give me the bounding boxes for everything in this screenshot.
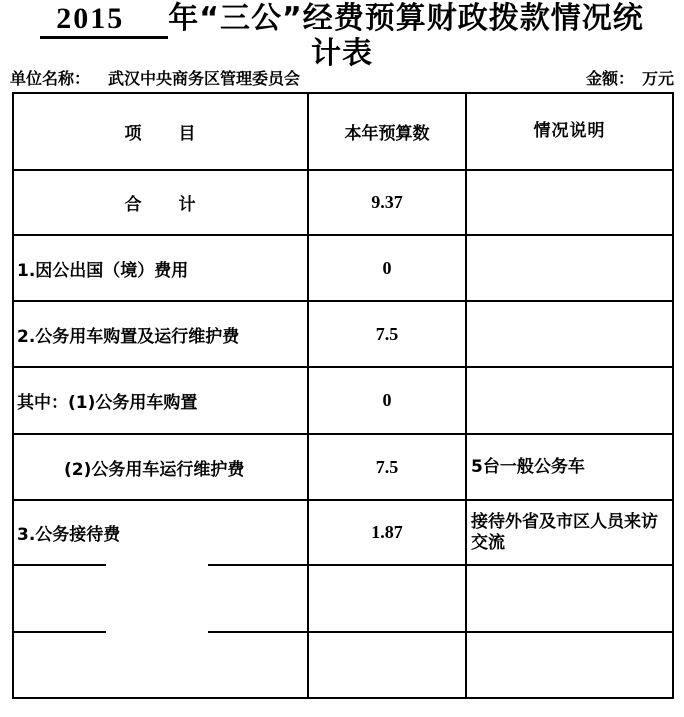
table-row-empty-2	[14, 633, 674, 699]
cell-budget: 1.87	[309, 501, 467, 566]
table-row-total	[14, 171, 674, 236]
title-year-underlined: 2015	[40, 2, 168, 39]
title-line1-text: 年“三公”经费预算财政拨款情况统	[168, 1, 644, 36]
cell-note	[467, 368, 674, 435]
cell-note	[467, 633, 674, 699]
cell-item: 2.公务用车购置及运行维护费	[14, 302, 309, 368]
table-row-empty-1	[14, 566, 674, 633]
cell-item: 合 计	[14, 171, 309, 236]
amount-label: 金额：	[585, 69, 634, 88]
amount-unit	[586, 69, 674, 89]
cell-budget: 7.5	[309, 435, 467, 501]
cell-budget: 9.37	[309, 171, 467, 236]
table-row-vehicle-total	[14, 302, 674, 368]
unit-name-label: 单位名称：	[10, 69, 91, 88]
cell-item: (2)公务用车运行维护费	[14, 435, 309, 501]
cell-note: 接待外省及市区人员来访交流	[467, 501, 674, 566]
unit-name	[10, 69, 300, 89]
cell-item: 1.因公出国（境）费用	[14, 236, 309, 302]
cell-budget	[309, 566, 467, 633]
cell-item: 3.公务接待费	[14, 501, 309, 566]
table-row-vehicle-purchase	[14, 368, 674, 435]
cell-note	[467, 566, 674, 633]
cell-budget: 0	[309, 368, 467, 435]
cell-budget	[309, 633, 467, 699]
cell-budget: 7.5	[309, 302, 467, 368]
cell-item: 其中：(1)公务用车购置	[14, 368, 309, 435]
cell-item	[14, 633, 309, 699]
page-title-line1	[0, 1, 684, 36]
border-gap-patch	[106, 563, 208, 567]
table-row-vehicle-maintenance	[14, 435, 674, 501]
cell-note	[467, 171, 674, 236]
cell-note: 5台一般公务车	[467, 435, 674, 501]
cell-budget: 0	[309, 236, 467, 302]
page-title-line2: 计表	[311, 36, 373, 71]
border-gap-patch	[106, 630, 208, 634]
meta-line	[10, 69, 674, 89]
header-cell-item: 项 目	[14, 94, 309, 171]
budget-table	[12, 92, 674, 699]
cell-item	[14, 566, 309, 633]
amount-value: 万元	[641, 69, 674, 88]
cell-note	[467, 302, 674, 368]
header-cell-note: 情况说明	[467, 94, 674, 171]
unit-name-value: 武汉中央商务区管理委员会	[108, 69, 301, 88]
page-title	[0, 1, 684, 71]
table-row-abroad	[14, 236, 674, 302]
table-header-row	[14, 94, 674, 171]
header-cell-budget: 本年预算数	[309, 94, 467, 171]
cell-note	[467, 236, 674, 302]
table-row-reception	[14, 501, 674, 566]
